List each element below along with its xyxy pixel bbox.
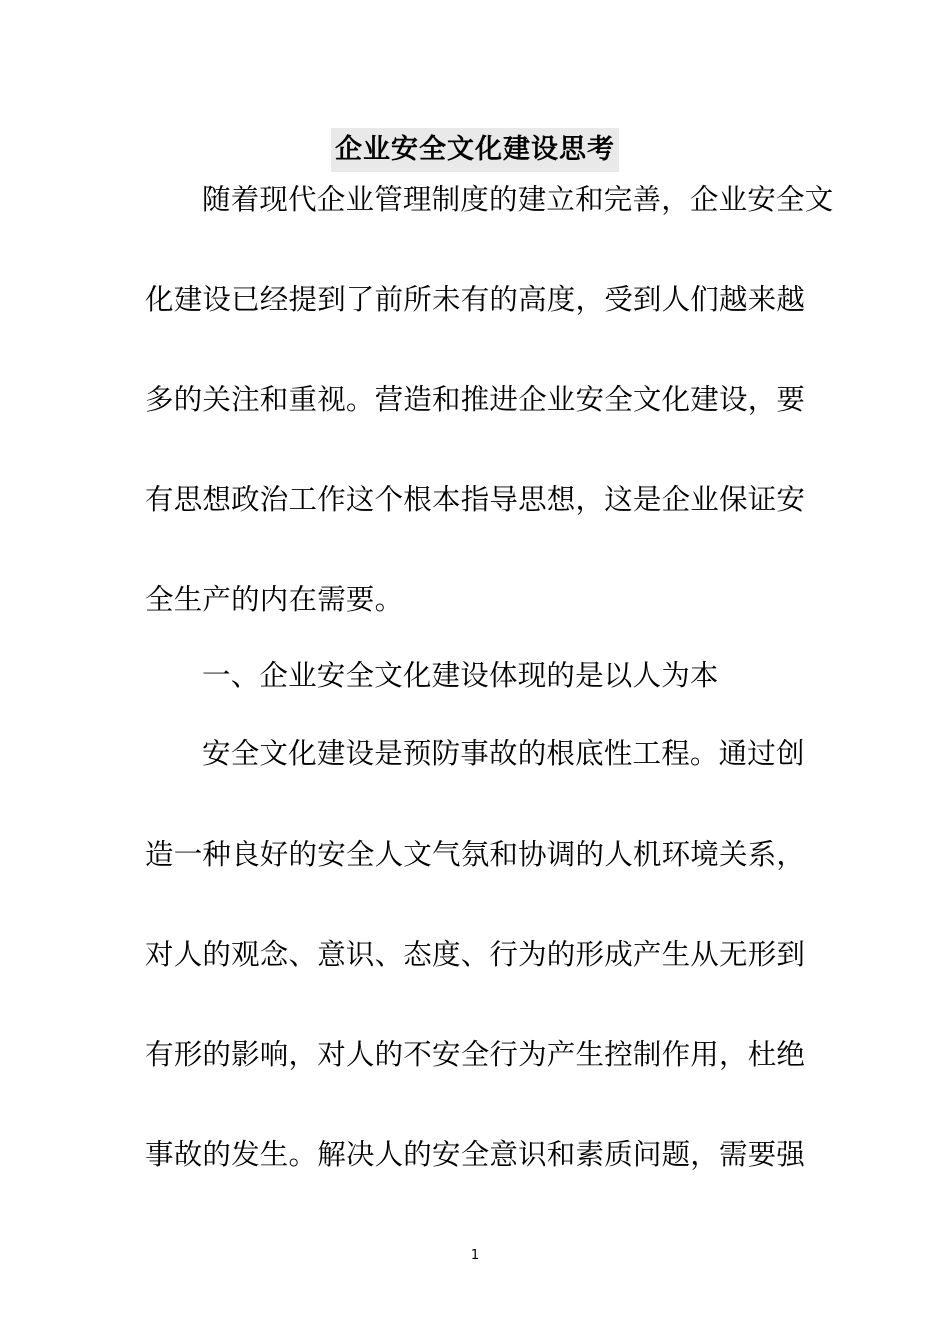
paragraph-line: 随着现代企业管理制度的建立和完善，企业安全文 (202, 183, 834, 216)
paragraph-line: 事故的发生。解决人的安全意识和素质问题，需要强 (145, 1138, 806, 1171)
paragraph-line: 有思想政治工作这个根本指导思想，这是企业保证安 (145, 483, 806, 516)
paragraph-line: 多的关注和重视。营造和推进企业安全文化建设，要 (145, 383, 806, 416)
page-number: 1 (470, 1248, 480, 1263)
paragraph-line: 有形的影响，对人的不安全行为产生控制作用，杜绝 (145, 1038, 806, 1071)
paragraph-line: 化建设已经提到了前所未有的高度，受到人们越来越 (145, 283, 806, 316)
section-heading: 一、企业安全文化建设体现的是以人为本 (202, 659, 719, 692)
document-title: 企业安全文化建设思考 (331, 128, 619, 172)
paragraph-line: 造一种良好的安全人文气氛和协调的人机环境关系， (145, 838, 806, 871)
title-wrapper (0, 128, 950, 172)
paragraph-line: 安全文化建设是预防事故的根底性工程。通过创 (202, 737, 805, 770)
paragraph-line: 对人的观念、意识、态度、行为的形成产生从无形到 (145, 938, 806, 971)
paragraph-line: 全生产的内在需要。 (145, 583, 404, 616)
